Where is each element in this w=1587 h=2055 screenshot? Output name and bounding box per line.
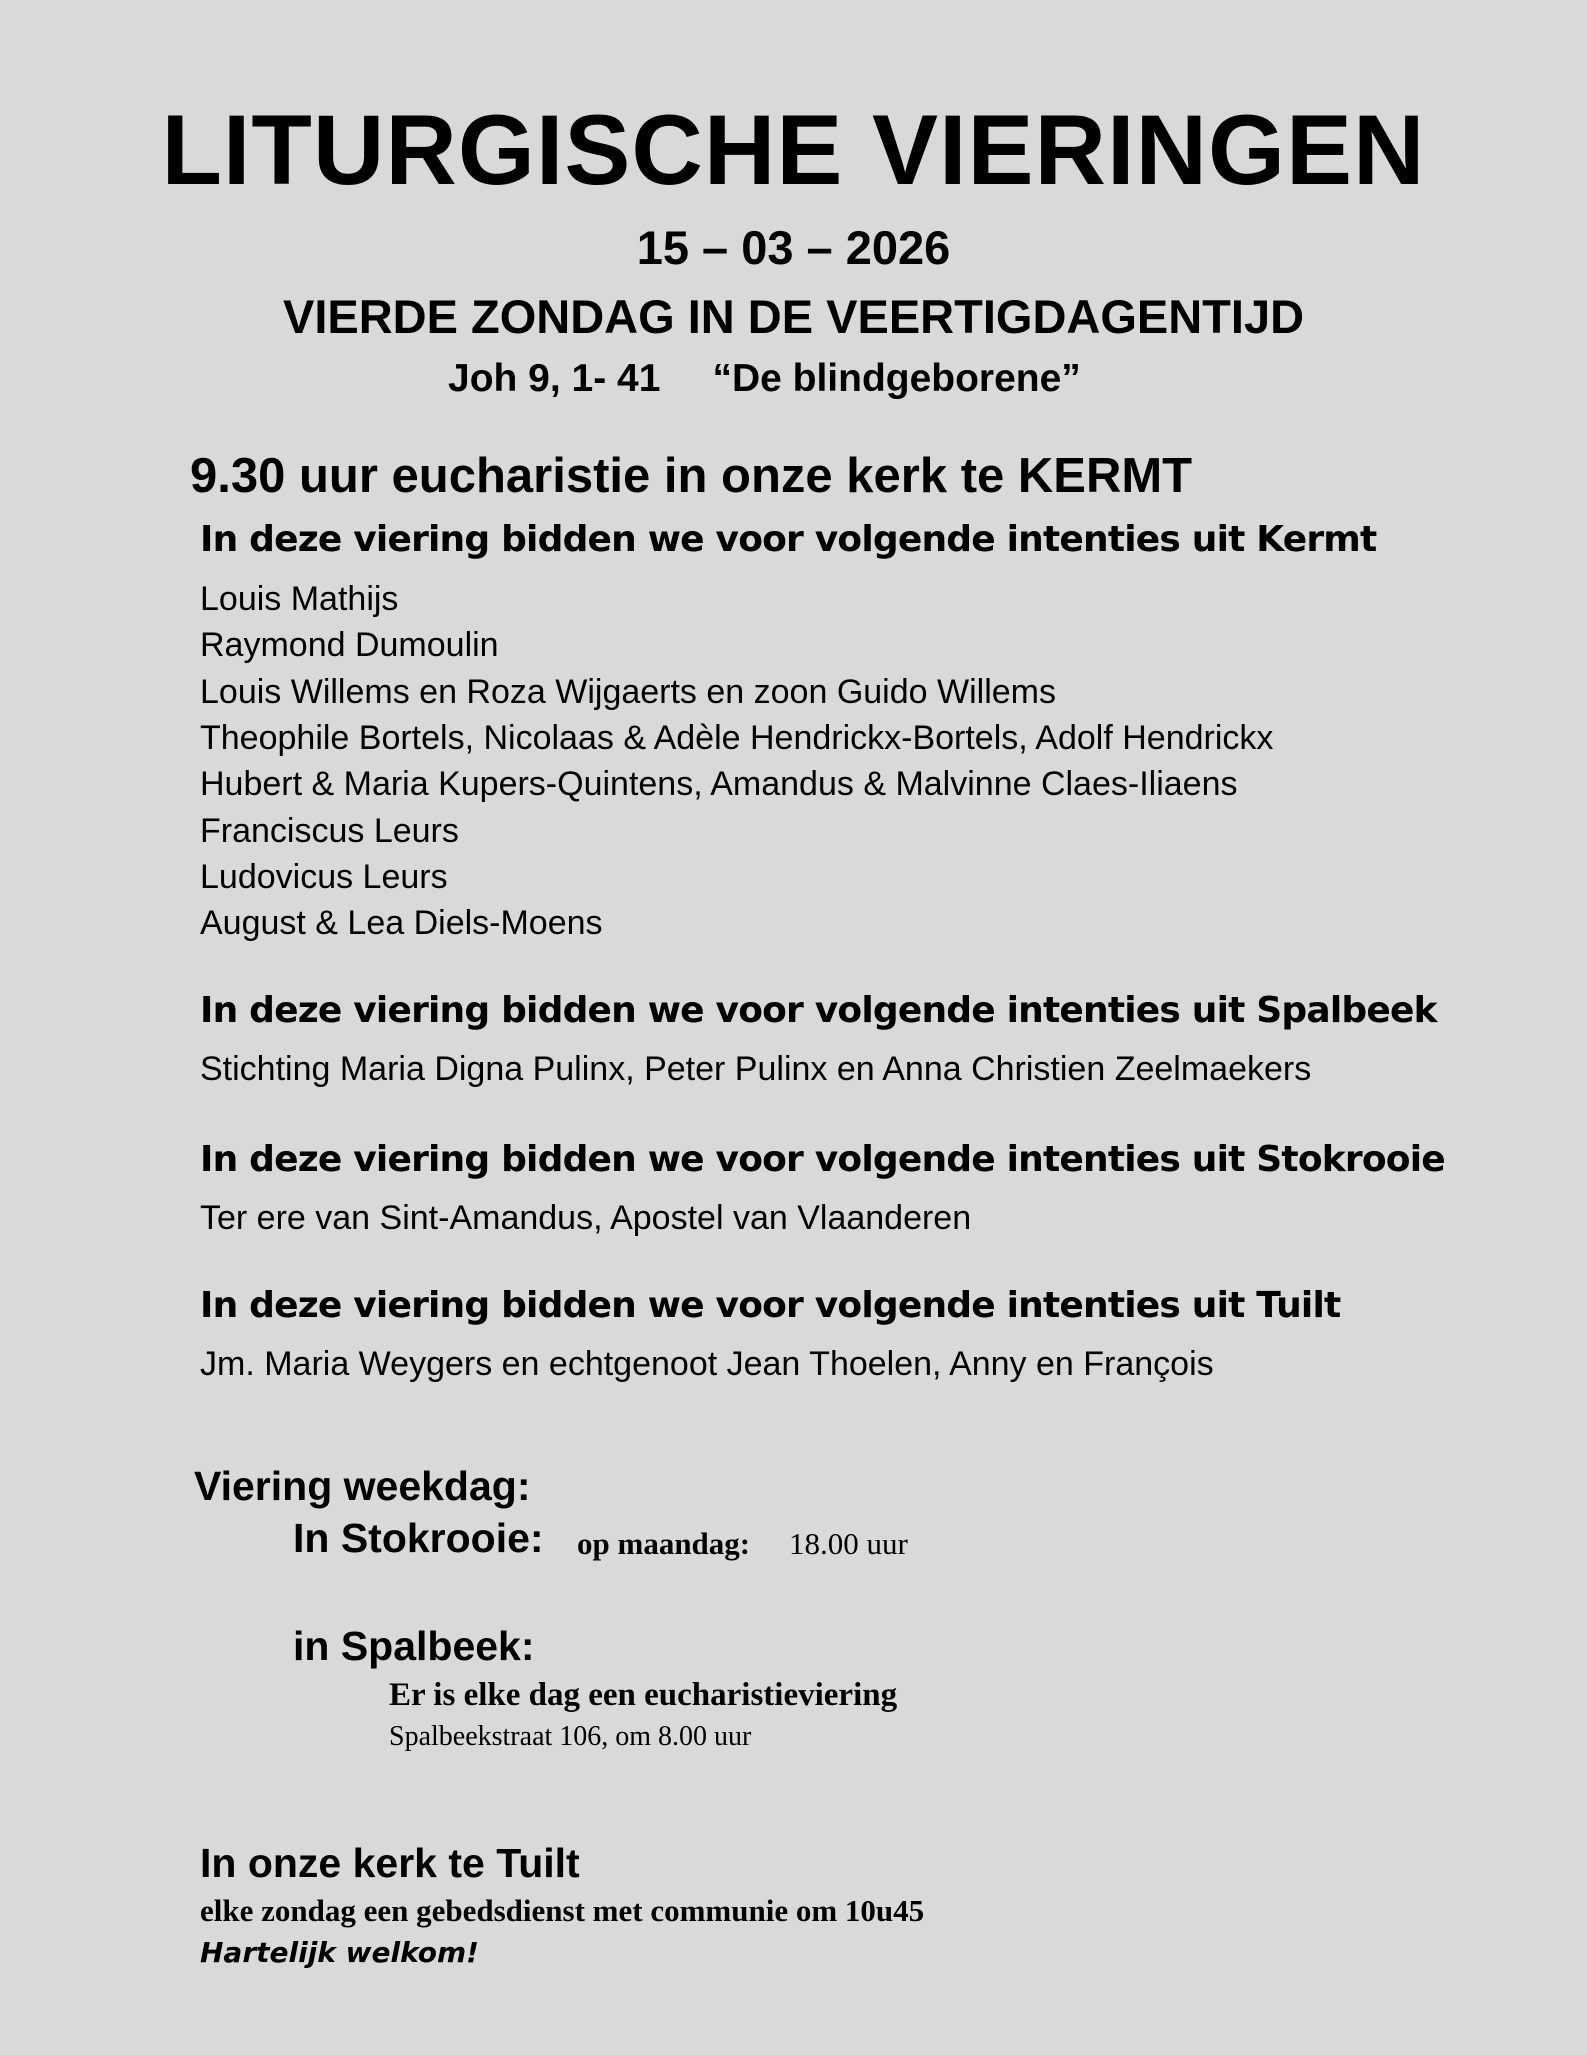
gospel-title: “De blindgeborene” xyxy=(712,357,1081,400)
stokrooie-day: op maandag: xyxy=(577,1526,751,1561)
intention-name: Ludovicus Leurs xyxy=(200,858,448,896)
weekday-heading: Viering weekdag: xyxy=(194,1463,531,1509)
intention-name: August & Lea Diels-Moens xyxy=(200,904,603,942)
intention-name: Hubert & Maria Kupers-Quintens, Amandus & Malvinne Claes-Iliaens xyxy=(200,765,1238,803)
spalbeek-daily-mass: Er is elke dag een eucharistieviering xyxy=(389,1677,898,1713)
intention-name: Ter ere van Sint-Amandus, Apostel van Vlaanderen xyxy=(200,1199,972,1237)
intention-name: Louis Mathijs xyxy=(200,580,399,618)
intention-name: Theophile Bortels, Nicolaas & Adèle Hendrickx-Bortels, Adolf Hendrickx xyxy=(200,719,1274,757)
gospel-reading xyxy=(448,359,1081,398)
intentions-heading-tuilt: In deze viering bidden we voor volgende intenties uit Tuilt xyxy=(200,1285,1341,1326)
spalbeek-address-time: Spalbeekstraat 106, om 8.00 uur xyxy=(389,1721,752,1752)
intention-name: Stichting Maria Digna Pulinx, Peter Pulinx en Anna Christien Zeelmaekers xyxy=(200,1050,1312,1088)
intention-name: Raymond Dumoulin xyxy=(200,626,499,664)
intention-name: Louis Willems en Roza Wijgaerts en zoon Guido Willems xyxy=(200,673,1056,711)
intentions-heading-stokrooie: In deze viering bidden we voor volgende intenties uit Stokrooie xyxy=(200,1139,1445,1180)
intentions-heading-kermt: In deze viering bidden we voor volgende intenties uit Kermt xyxy=(200,519,1377,560)
spalbeek-label: in Spalbeek: xyxy=(293,1623,535,1669)
gospel-reference: Joh 9, 1- 41 xyxy=(448,357,661,400)
intention-name: Franciscus Leurs xyxy=(200,812,459,850)
page-title: LITURGISCHE VIERINGEN xyxy=(161,94,1426,205)
mass-heading: 9.30 uur eucharistie in onze kerk te KERMT xyxy=(190,449,1193,503)
tuilt-service: elke zondag een gebedsdienst met communie om 10u45 xyxy=(200,1893,925,1928)
celebration-date: 15 – 03 – 2026 xyxy=(636,221,951,274)
stokrooie-label: In Stokrooie: xyxy=(293,1515,544,1561)
intention-name: Jm. Maria Weygers en echtgenoot Jean Thoelen, Anny en François xyxy=(200,1345,1214,1383)
liturgical-sunday: VIERDE ZONDAG IN DE VEERTIGDAGENTIJD xyxy=(282,290,1305,343)
tuilt-heading: In onze kerk te Tuilt xyxy=(200,1840,580,1886)
intentions-heading-spalbeek: In deze viering bidden we voor volgende intenties uit Spalbeek xyxy=(200,990,1437,1031)
stokrooie-time: 18.00 uur xyxy=(789,1526,908,1561)
welcome-text: Hartelijk welkom! xyxy=(200,1936,479,1969)
